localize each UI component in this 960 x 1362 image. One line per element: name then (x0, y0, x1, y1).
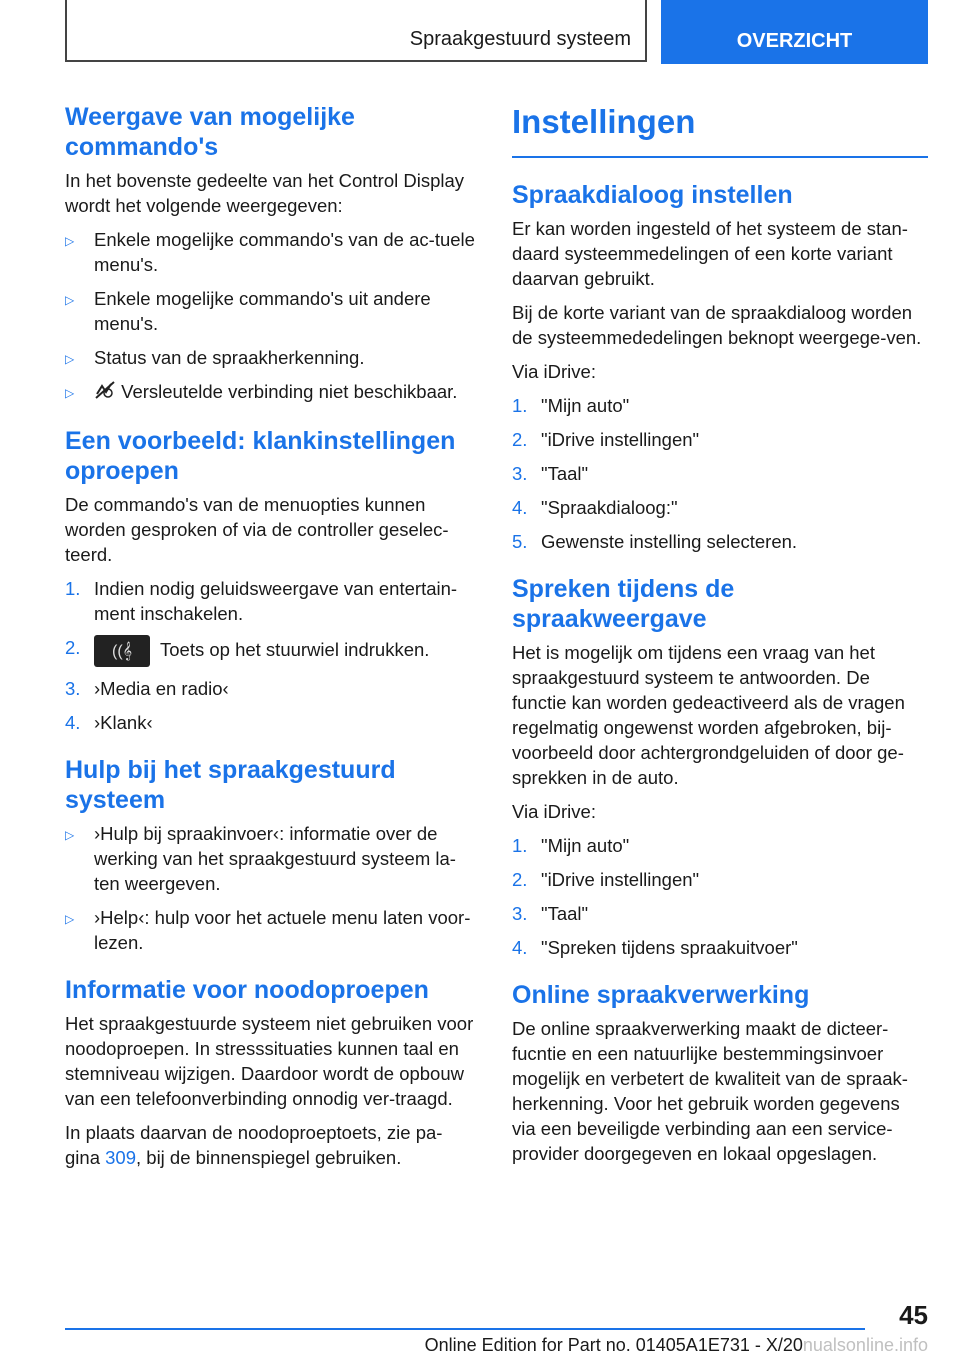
list-item: 3. "Taal" (512, 463, 589, 484)
paragraph: Het spraakgestuurde systeem niet gebruiken voor noodoproepen. In stresssituaties kunnen taal en stemniveau wijzigen. Daardoor wordt de opbouw van een telefoonverbinding onnodig ver-traagd. (65, 1013, 474, 1110)
triangle-bullet-icon: ▷ (65, 828, 75, 843)
bullet-list (65, 821, 477, 955)
list-item: 1. "Mijn auto" (512, 395, 630, 416)
list-item: ▷ Status van de spraakherkenning. (65, 345, 477, 370)
list-item: 4. "Spraakdialoog:" (512, 497, 678, 518)
paragraph: In het bovenste gedeelte van het Control Display wordt het volgende weergegeven: (65, 170, 465, 216)
list-item: ▷ ›Hulp bij spraakinvoer‹: informatie over de werking van het spraakgestuurd systeem la-ten weergeven. (65, 823, 456, 895)
list-item: ▷ Enkele mogelijke commando's uit andere menu's. (65, 288, 431, 334)
page-link[interactable]: 309 (105, 1147, 136, 1169)
footer-edition: Online Edition for Part no. 01405A1E731 - X/20nualsonline.info (424, 1335, 928, 1355)
step-number: 2. (512, 429, 528, 450)
step-number: 1. (512, 395, 528, 416)
list-item: 5. Gewenste instelling selecteren. (512, 531, 798, 552)
chapter-title: Spraakgestuurd systeem (409, 28, 631, 50)
section-title: Informatie voor noodoproepen (65, 976, 429, 1005)
triangle-bullet-icon: ▷ (65, 293, 75, 307)
list-item: 2. "iDrive instellingen" (512, 869, 700, 890)
section-title: Weergave van mogelijke commando's (65, 103, 355, 161)
paragraph: Via iDrive: (512, 361, 596, 382)
step-number: 1. (65, 578, 81, 600)
section-online-speech (512, 980, 928, 1166)
right-column (512, 102, 928, 1186)
step-number: 4. (512, 497, 528, 518)
triangle-bullet-icon: ▷ (65, 912, 75, 927)
list-item: ▷ Enkele mogelijke commando's van de ac-tuele menu's. (65, 229, 475, 275)
list-item: 4. ›Klank‹ (65, 712, 153, 734)
numbered-list (512, 393, 928, 554)
numbered-list (65, 576, 477, 735)
section-title: Een voorbeeld: klankinstellingen oproepen (65, 427, 456, 486)
paragraph: In plaats daarvan de noodoproeptoets, zie pa-gina 309, bij de binnenspiegel gebruiken. (65, 1122, 443, 1169)
list-item: 4. "Spreken tijdens spraakuitvoer" (512, 937, 798, 958)
encryption-off-icon (94, 380, 116, 406)
paragraph: Het is mogelijk om tijdens een vraag van het spraakgestuurd systeem te antwoorden. De functie kan worden gedeactiveerd als de vragen regelmatig ongewenst worden afgebroken, bij-voorbeeld door achtergrondgeluiden of door ge-sprekken in de auto. (512, 642, 905, 788)
list-item: ▷ Versleutelde verbinding niet beschikbaar. (65, 379, 477, 406)
step-number: 3. (512, 463, 528, 484)
section-title: Online spraakverwerking (512, 981, 810, 1009)
section-dialog-settings (512, 180, 928, 554)
step-number: 2. (65, 637, 81, 659)
section-title: Spreken tijdens de spraakweergave (512, 575, 735, 633)
paragraph: De online spraakverwerking maakt de dicteer-fucntie en een natuurlijke bestemmingsinvoer mogelijk en verbetert de kwaliteit van de spraak-herkenning. Voor het gebruik worden gegevens via een beveiligde verbinding aan een service-provider doorgegeven en lokaal opgeslagen. (512, 1018, 908, 1164)
step-number: 1. (512, 835, 528, 856)
step-number: 3. (512, 903, 528, 924)
triangle-bullet-icon: ▷ (65, 352, 75, 366)
watermark: nualsonline.info (802, 1335, 928, 1355)
section-help (65, 755, 477, 955)
section-barge-in (512, 574, 928, 960)
voice-button-icon: ((𝄞 (94, 635, 150, 667)
left-column (65, 102, 477, 1190)
section-example (65, 426, 477, 735)
section-title: Hulp bij het spraakgestuurd systeem (65, 756, 396, 815)
list-item: 3. ›Media en radio‹ (65, 678, 229, 700)
step-number: 5. (512, 531, 528, 552)
list-item: 1. "Mijn auto" (512, 835, 630, 856)
list-item: 2. "iDrive instellingen" (512, 429, 700, 450)
triangle-bullet-icon: ▷ (65, 386, 75, 400)
paragraph: De commando's van de menuopties kunnen worden gesproken of via de controller geselec-teerd. (65, 494, 449, 566)
chapter-heading: Instellingen (512, 102, 928, 158)
list-item: 3. "Taal" (512, 903, 589, 924)
numbered-list (512, 833, 928, 960)
list-item: 2. ((𝄞 Toets op het stuurwiel indrukken. (65, 635, 477, 667)
section-tab[interactable]: OVERZICHT (661, 0, 928, 64)
triangle-bullet-icon: ▷ (65, 234, 75, 248)
list-item: ▷ ›Help‹: hulp voor het actuele menu laten voor-lezen. (65, 907, 471, 954)
step-number: 4. (65, 712, 81, 734)
page-header (65, 0, 928, 64)
step-number: 2. (512, 869, 528, 890)
step-number: 3. (65, 678, 81, 700)
bullet-list (65, 227, 477, 406)
section-emergency (65, 975, 477, 1170)
page-number: 45 (899, 1300, 928, 1330)
footer-divider (65, 1328, 865, 1330)
step-number: 4. (512, 937, 528, 958)
section-possible-commands (65, 102, 477, 406)
paragraph: Bij de korte variant van de spraakdialoog worden de systeemmededelingen beknopt weergege-ven. (512, 302, 922, 348)
paragraph: Via iDrive: (512, 801, 596, 822)
chapter-box (65, 0, 647, 62)
section-title: Spraakdialoog instellen (512, 181, 793, 209)
paragraph: Er kan worden ingesteld of het systeem de stan-daard systeemmedelingen of een korte variant daarvan gebruikt. (512, 218, 908, 289)
list-item: 1. Indien nodig geluidsweergave van entertain-ment inschakelen. (65, 578, 458, 625)
